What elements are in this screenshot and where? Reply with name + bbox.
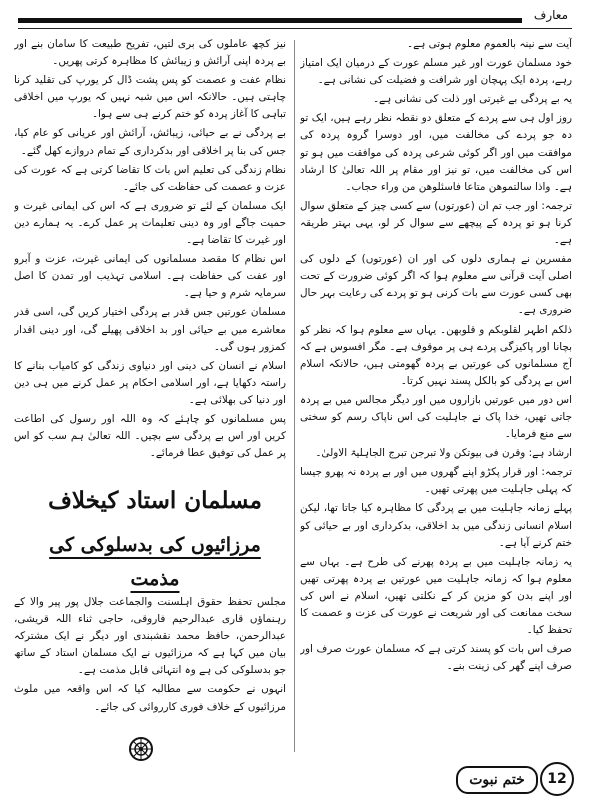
paragraph: مجلس تحفظ حقوق اہلسنت والجماعت جلال پور پیر والا کے رہنماؤں قاری عبدالرحیم فاروقی، حاجی ثناء اللہ قریشی، عبدالرحمن، حافظ محمد نقشبندی اور دیگر نے ایک مشترکہ بیان میں کہا ہے کہ مرزائیوں نے ایک مسلمان استاد کے ساتھ جو بدسلوکی کی ہے وہ انتہائی قابل مذمت ہے۔ xyxy=(14,596,286,677)
paragraph: اس نظام کا مقصد مسلمانوں کی ایمانی غیرت، عزت و آبرو اور عفت کی حفاظت ہے۔ اسلامی تہذیب اور تمدن کا اصل سرمایہ شرم و حیا ہے۔ xyxy=(14,253,286,300)
magazine-title: ختم نبوت xyxy=(456,766,538,794)
page-number: 12 xyxy=(540,762,574,796)
article-title: مسلمان استاد کیخلاف xyxy=(48,487,262,514)
paragraph: مفسرین نے ہماری دلوں کی اور ان (عورتوں) کے دلوں کی اصلی آیت قرآنی سے معلوم ہوا کہ اگر کوئی ضرورت کے تحت بھی کسی عورت سے بات کرنی ہو تو پردے کی رعایت بہر حال ضروری ہے۔ xyxy=(300,253,572,317)
paragraph: ترجمہ: اور جب تم ان (عورتوں) سے کسی چیز کے متعلق سوال کرنا ہو تو پردہ کے پیچھے سے سوال کر لو، یہی بہتر طریقہ ہے۔ xyxy=(300,199,572,247)
paragraph: انہوں نے حکومت سے مطالبہ کیا کہ اس واقعہ میں ملوث مرزائیوں کے خلاف فوری کارروائی کی جائے۔ xyxy=(14,683,286,713)
ornament-icon xyxy=(128,736,154,762)
paragraph: یہ زمانہ جاہلیت میں بے پردہ پھرنے کی طرح ہے۔ یہاں سے معلوم ہوا کہ زمانہ جاہلیت میں عورتیں بے پردہ پھرتی تھیں اور اپنے بدن کو مزین کر کے نکلتی تھیں، اسلام نے اس کی سخت ممانعت کی اور شریعت نے عورت کی عزت و عصمت کا تحفظ کیا۔ xyxy=(300,555,572,637)
header-thin-rule xyxy=(18,28,572,29)
paragraph: نظام زندگی کی تعلیم اس بات کا تقاضا کرتی ہے کہ عورت کی عزت و عصمت کی حفاظت کی جائے۔ xyxy=(14,163,286,193)
paragraph: ذلکم اطہر لقلوبکم و قلوبھن۔ یہاں سے معلوم ہوا کہ نظر کو بچانا اور پاکیزگی پردے ہی پر موقوف ہے۔ مگر افسوس ہے کہ آج مسلمانوں کی عورتیں بے پردہ گھومتی ہیں، حالانکہ اسلام اس بے پردگی کو بالکل پسند نہیں کرتا۔ xyxy=(300,323,572,387)
paragraph: روز اول ہی سے پردے کے متعلق دو نقطہ نظر رہے ہیں، ایک تو دہ جو پردے کی مخالفت میں، اور دوسرا گروہ پردہ کی موافقت میں اور اگر کوئی شرعی پردہ کی موافقت میں ہو تو اس کی مخالفت میں، تو نیز اور مقام پر اللہ تعالیٰ کا ارشاد ہے۔ واذا سالتموھن متاعا فاسئلوھن من وراء حجاب۔ xyxy=(300,112,572,193)
paragraph: صرف اس بات کو پسند کرتی ہے کہ مسلمان عورت صرف اور صرف اپنے گھر کی زینت بنے۔ xyxy=(300,643,572,673)
paragraph: نظام عفت و عصمت کو پس پشت ڈال کر یورپ کی تقلید کرنا چاہتی ہیں۔ حالانکہ اس میں شبہ نہیں کہ یورپ میں اخلاقی تباہی کا آغاز پردہ کو ختم کرنے ہی سے ہوا۔ xyxy=(14,74,286,121)
paragraph: خود مسلمان عورت اور غیر مسلم عورت کے درمیان ایک امتیاز رہے، پردہ ایک پہچان اور شرافت و فضیلت کی نشانی ہے۔ xyxy=(300,57,572,87)
paragraph: پس مسلمانوں کو چاہئے کہ وہ اللہ اور رسول کی اطاعت کریں اور اس بے پردگی سے بچیں۔ اللہ تعالیٰ ہم سب کو اس پر عمل کی توفیق عطا فرمائے۔ xyxy=(14,412,286,460)
paragraph: ترجمہ: اور قرار پکڑو اپنے گھروں میں اور بے پردہ نہ پھرو جیسا کہ پہلی جاہلیت میں پھرتی تھیں۔ xyxy=(300,466,572,496)
running-header xyxy=(18,6,572,30)
paragraph: آیت سے نینہ بالعموم معلوم ہوتی ہے۔ xyxy=(407,38,572,50)
paragraph: اسلام نے انسان کی دینی اور دنیاوی زندگی کو کامیاب بنانے کا راستہ دکھایا ہے، اور اسلامی احکام پر عمل کرنے میں ہی دین اور دنیا کی بھلائی ہے۔ xyxy=(14,359,286,406)
header-label: معارف xyxy=(533,8,568,22)
paragraph: نیز کچھ عاملوں کی بری لتیں، تفریح طبیعت کا سامان بنے اور بے پردہ اپنی آرائش و زیبائش کا مظاہرہ کرتی پھریں۔ xyxy=(14,38,286,68)
paragraph: ایک مسلمان کے لئے تو ضروری ہے کہ اس کی ایمانی غیرت و حمیت جاگے اور وہ دینی تعلیمات پر عمل کرے۔ یہ ہمارے دین اور غیرت کا تقاضا ہے۔ xyxy=(14,199,286,247)
left-column-bottom xyxy=(14,594,286,730)
paragraph: یہ بے پردگی بے غیرتی اور ذلت کی نشانی ہے۔ xyxy=(372,93,572,106)
column-divider xyxy=(294,40,295,752)
paragraph: پہلے زمانہ جاہلیت میں بے پردگی کا مظاہرہ کیا جاتا تھا، لیکن اسلام انسانی زندگی میں بد اخلاقی، بدکرداری اور بے حیائی کو ختم کرنے آیا ہے۔ xyxy=(300,502,572,549)
header-thick-rule xyxy=(18,18,522,23)
paragraph: مسلمان عورتیں جس قدر بے پردگی اختیار کریں گی، اسی قدر معاشرے میں بے حیائی اور بد اخلاقی پھیلے گی، اور دینی اقدار کمزور ہوں گی۔ xyxy=(14,306,286,353)
paragraph: ارشاد ہے: وقرن فی بیوتکن ولا تبرجن تبرج الجاہلیۃ الاولیٰ۔ xyxy=(315,447,572,460)
right-column xyxy=(300,36,572,751)
article-subtitle: مرزائیوں کی بدسلوکی کی مذمت xyxy=(49,534,261,590)
article-heading xyxy=(30,482,280,590)
left-column-top xyxy=(14,36,286,472)
paragraph: اس دور میں عورتیں بازاروں میں اور دیگر مجالس میں بے پردہ جاتی تھیں، خدا پاک نے جاہلیت کی اس ناپاک رسم کو سختی سے منع فرمایا۔ xyxy=(300,393,572,441)
paragraph: بے پردگی نے بے حیائی، زیبائش، آرائش اور عریانی کو عام کیا، جس کی بنا پر اخلاقی اور بدکرداری کے تمام دروازے کھل گئے۔ xyxy=(14,127,286,157)
